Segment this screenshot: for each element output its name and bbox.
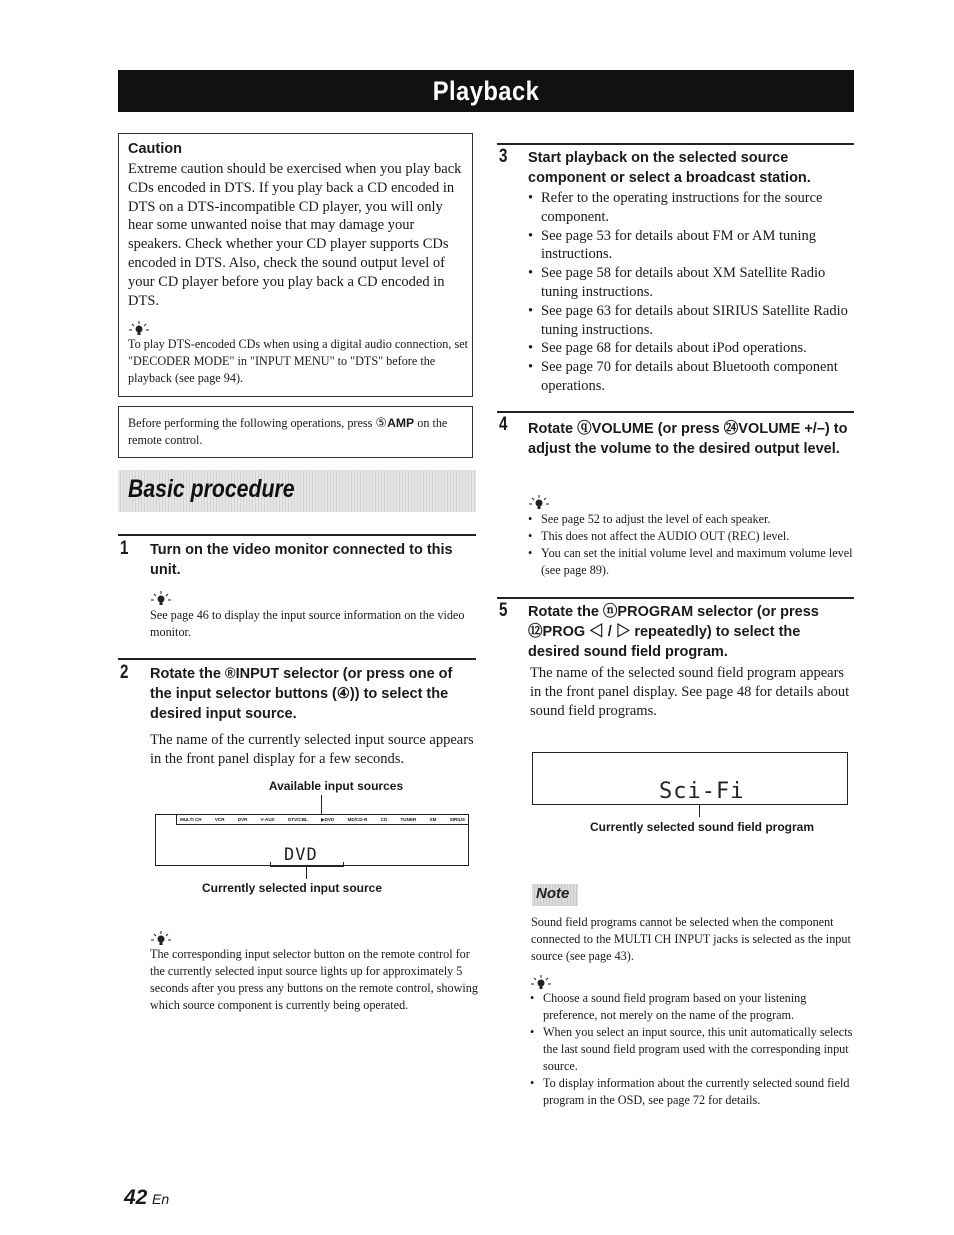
source-indicator: ▶DVD <box>321 816 335 822</box>
page-language-suffix: En <box>152 1191 170 1207</box>
caption-leader <box>306 867 307 879</box>
source-indicator: MULTI CH <box>180 817 202 822</box>
pre-operation-note <box>118 406 473 458</box>
source-indicator: TUNER <box>400 817 417 822</box>
caution-body: Extreme caution should be exercised when you play back CDs encoded in DTS. If you play back a CD encoded in DTS on a DTS-incompatible CD player, you will only hear some unwanted noise that may damage your speakers. Check whether your CD player supports CDs encoded in DTS. Also, check the sound output level of your CD player before you play back a CD encoded in DTS. <box>128 161 462 309</box>
display-caption-bottom: Currently selected input source <box>201 881 383 895</box>
step-heading: Turn on the video monitor connected to this unit. <box>150 542 453 578</box>
page-header-bar <box>118 70 854 112</box>
section-banner <box>118 470 476 512</box>
step-body: The name of the selected sound field program appears in the front panel display. See page 48 for details about sound field programs. <box>530 665 850 719</box>
display-bracket <box>270 862 344 867</box>
tip-item: • Choose a sound field program based on your listening preference, not merely on the name of the program. <box>530 990 856 1024</box>
source-indicator: DTV/CBL <box>287 817 308 822</box>
step-divider <box>497 411 854 413</box>
step3-bullet-list <box>528 189 848 396</box>
source-indicator: XM <box>429 817 437 822</box>
display-caption: Currently selected sound field program <box>589 820 815 834</box>
step-heading: Rotate the ®INPUT selector (or press one of the input selector buttons (④)) to select the desired input source. <box>150 666 453 722</box>
note-label: Note <box>536 885 570 902</box>
tip-icon <box>128 320 150 336</box>
tip-icon <box>150 930 172 946</box>
source-indicator: SIRIUS <box>449 817 465 822</box>
source-indicator: VCR <box>214 817 225 822</box>
tip-icon <box>150 590 172 606</box>
tip-item: • To display information about the currently selected sound field program in the OSD, see page 72 for details. <box>530 1075 856 1109</box>
list-item: • See page 70 for details about Bluetooth component operations. <box>528 358 848 396</box>
source-indicator: CD <box>380 817 388 822</box>
step-heading: Rotate ⓠVOLUME (or press ㉔VOLUME +/–) to adjust the volume to the desired output level. <box>528 421 848 457</box>
step-number: 4 <box>499 414 508 435</box>
caution-box <box>118 133 473 397</box>
page-number: 42 <box>124 1186 148 1209</box>
caution-title: Caution <box>128 141 182 157</box>
pre-text-a: Before performing the following operations, press <box>128 416 376 430</box>
list-item: • See page 63 for details about SIRIUS Satellite Radio tuning instructions. <box>528 302 848 340</box>
list-item: • See page 58 for details about XM Satellite Radio tuning instructions. <box>528 264 848 302</box>
circled-number: ⑤ <box>375 415 388 430</box>
page-title: Playback <box>432 76 540 106</box>
step-divider <box>118 658 476 660</box>
list-item: • See page 53 for details about FM or AM tuning instructions. <box>528 227 848 265</box>
source-indicator: DVR <box>237 817 248 822</box>
step-number: 1 <box>120 538 129 559</box>
source-indicator: MD/CD-R <box>347 817 368 822</box>
display-caption-top: Available input sources <box>268 779 404 793</box>
step-tip: See page 46 to display the input source information on the video monitor. <box>150 608 465 639</box>
display-value: Sci-Fi <box>659 779 745 804</box>
caption-leader <box>321 795 322 814</box>
note-badge <box>532 884 578 906</box>
step-divider <box>118 534 476 536</box>
tip-item: • You can set the initial volume level and maximum volume level (see page 89). <box>528 545 854 579</box>
tip-icon <box>530 974 552 990</box>
pre-text-b: on the remote control. <box>128 416 448 447</box>
tip-item: • When you select an input source, this unit automatically selects the last sound field program used with the corresponding input source. <box>530 1024 856 1075</box>
display-value: DVD <box>284 845 318 865</box>
list-item: • Refer to the operating instructions for the source component. <box>528 189 848 227</box>
step-body: The name of the currently selected input source appears in the front panel display for a few seconds. <box>150 732 474 767</box>
caption-leader <box>699 805 700 817</box>
source-indicator: V-AUX <box>260 817 275 822</box>
step-number: 2 <box>120 662 129 683</box>
source-indicator-strip <box>176 815 468 825</box>
list-item: • See page 68 for details about iPod operations. <box>528 339 848 358</box>
tip-item: • See page 52 to adjust the level of each speaker. <box>528 511 854 528</box>
amp-label: AMP <box>387 416 415 430</box>
step-heading: Rotate the ⓝPROGRAM selector (or press ⑫PROG ◁ / ▷ repeatedly) to select the desired sound field program. <box>528 604 819 660</box>
step-divider <box>497 597 854 599</box>
step-number: 5 <box>499 600 508 621</box>
step-tip: The corresponding input selector button on the remote control for the currently selected input source lights up for approximately 5 seconds after you press any buttons on the remote control, showing which source component is currently being operated. <box>150 947 478 1012</box>
section-title: Basic procedure <box>128 475 295 503</box>
tip-item: • This does not affect the AUDIO OUT (REC) level. <box>528 528 854 545</box>
pre-operation-text <box>128 414 468 449</box>
sound-program-display <box>532 752 848 805</box>
step-heading: Start playback on the selected source component or select a broadcast station. <box>528 150 811 186</box>
note-text: Sound field programs cannot be selected when the component connected to the MULTI CH INPUT jacks is selected as the input source (see page 43). <box>531 915 851 963</box>
note-tip-list <box>530 990 856 1109</box>
step-divider <box>497 143 854 145</box>
caution-tip: To play DTS-encoded CDs when using a digital audio connection, set "DECODER MODE" in "INPUT MENU" to "DTS" before the playback (see page 94). <box>128 337 468 385</box>
tip-icon <box>528 494 550 510</box>
step-number: 3 <box>499 146 508 167</box>
step4-tip-list <box>528 511 854 579</box>
input-source-display <box>155 814 469 866</box>
